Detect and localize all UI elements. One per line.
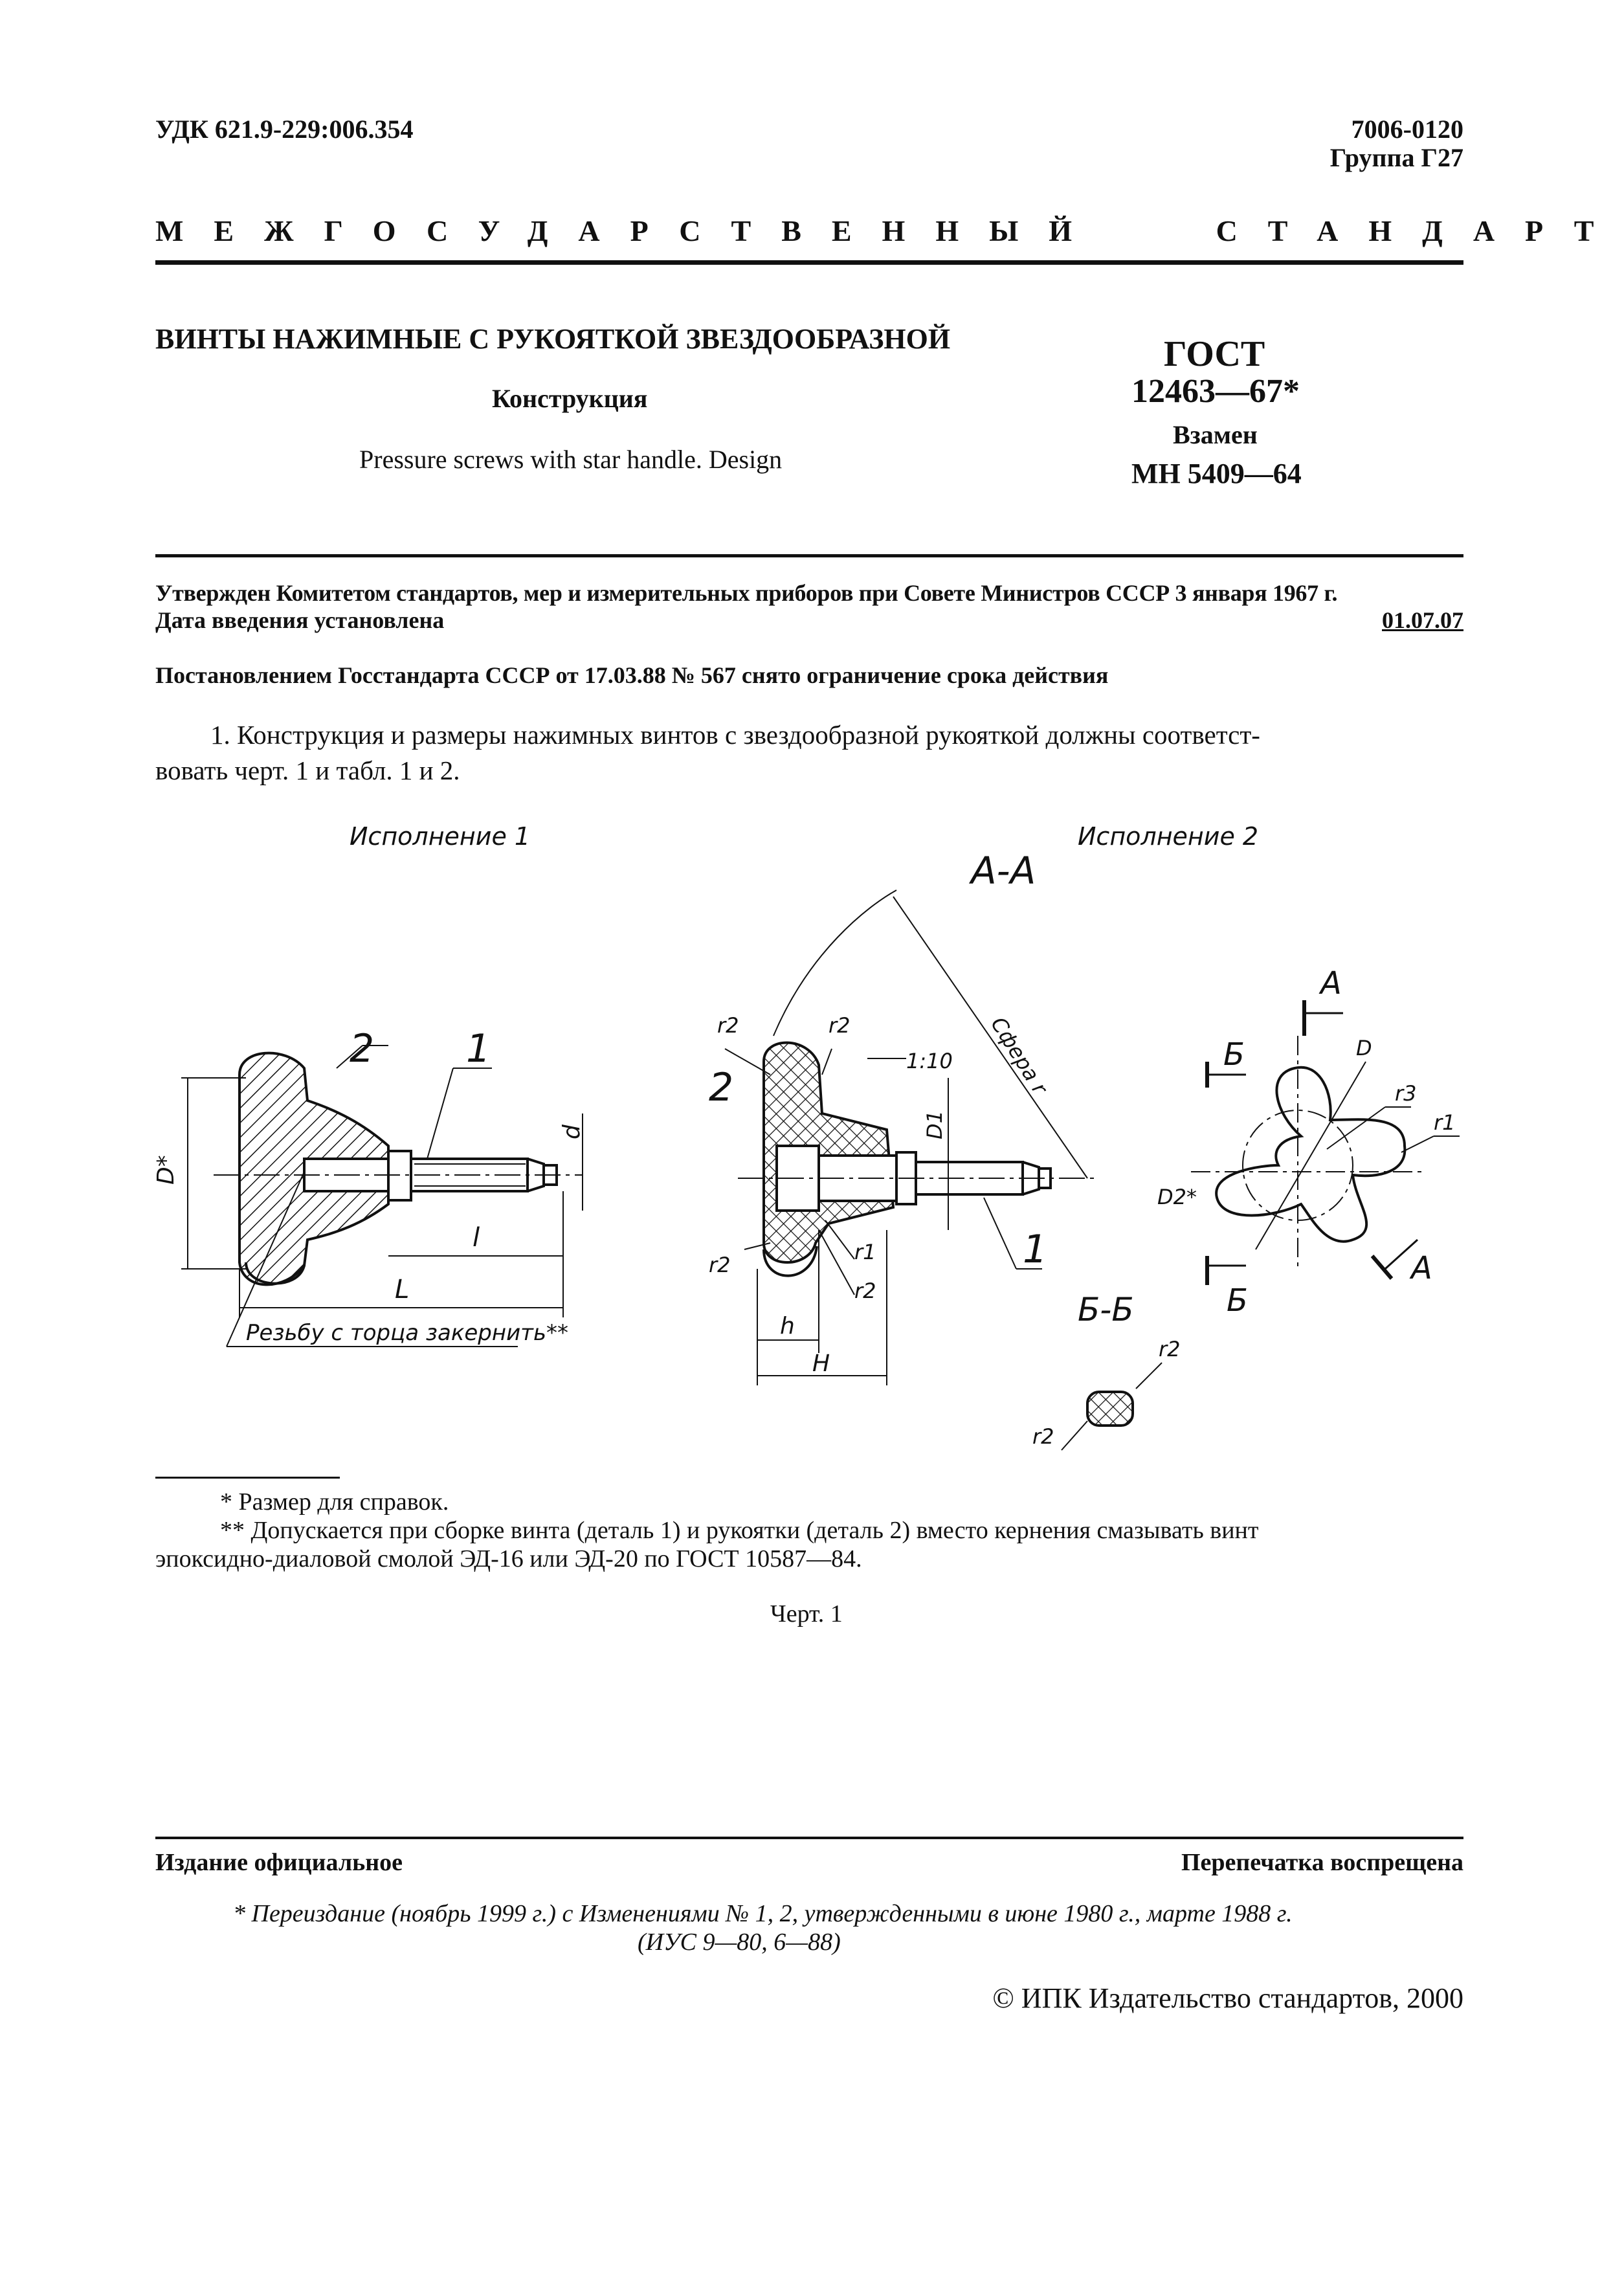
footnote-1: * Размер для справок. (220, 1488, 449, 1516)
dimension-D-star: D* (153, 1155, 179, 1185)
reissue-note-line-1: * Переиздание (ноябрь 1999 г.) с Изменениями № 1, 2, утвержденными в июне 1980 г., марте 1988 г. (233, 1900, 1293, 1927)
variant-2-r2-bottom: r2 (854, 1279, 876, 1303)
official-edition: Издание официальное (155, 1849, 403, 1876)
variant-2-r1: r1 (854, 1240, 876, 1264)
dimension-h: h (780, 1313, 795, 1339)
banner-interstate-standard: МЕЖГОСУДАРСТВЕННЫЙ СТАНДАРТ (155, 214, 1624, 247)
section-AA-label: А-А (971, 849, 1036, 893)
variant-2-r2-bottom-left: r2 (709, 1253, 731, 1277)
section-BB-drawing (1062, 1363, 1162, 1450)
gost-number: 12463—67* (1131, 373, 1300, 410)
section-BB-r2-top: r2 (1159, 1337, 1181, 1361)
udk-code: УДК 621.9-229:006.354 (155, 115, 414, 144)
variant-2-r2-top-left: r2 (717, 1013, 739, 1038)
footnote-rule (155, 1477, 340, 1479)
introduction-date: 01.07.07 (1382, 607, 1463, 633)
banner-rule (155, 260, 1463, 265)
decree-note: Постановлением Госстандарта СССР от 17.03.88 № 567 снято ограничение срока действия (155, 662, 1109, 688)
variant-2-label: Исполнение 2 (1078, 822, 1259, 851)
clause-1-line-1: 1. Конструкция и размеры нажимных винтов с звездообразной рукояткой должны соответст- (210, 720, 1260, 750)
approval-line: Утвержден Комитетом стандартов, мер и измерительных приборов при Совете Министров СССР 3 января 1967 г. (155, 580, 1338, 606)
footer-rule (155, 1837, 1463, 1839)
dimension-l: l (473, 1223, 480, 1253)
english-title: Pressure screws with star handle. Design (359, 445, 783, 474)
standard-code: 7006-0120 (1351, 115, 1463, 144)
document-title: ВИНТЫ НАЖИМНЫЕ С РУКОЯТКОЙ ЗВЕЗДООБРАЗНОЙ (155, 323, 951, 355)
standard-group: Группа Г27 (1329, 143, 1463, 172)
clause-1-line-2: вовать черт. 1 и табл. 1 и 2. (155, 755, 460, 785)
variant-2-r2-top: r2 (829, 1013, 851, 1038)
variant-1-part-1-label: 1 (466, 1026, 491, 1071)
variant-2-part-2-label: 2 (709, 1065, 734, 1110)
star-r3: r3 (1395, 1081, 1417, 1106)
section-BB-label: Б-Б (1078, 1291, 1134, 1328)
dimension-D2: D2* (1157, 1185, 1197, 1209)
footnote-2-line-1: ** Допускается при сборке винта (деталь 1) и рукоятки (деталь 2) вместо кернения смазывать винт (220, 1517, 1259, 1544)
copyright: © ИПК Издательство стандартов, 2000 (992, 1982, 1463, 2014)
footnote-2-line-2: эпоксидно-диаловой смолой ЭД-16 или ЭД-20 по ГОСТ 10587—84. (155, 1545, 862, 1572)
arrow-B-bottom: Б (1227, 1282, 1248, 1319)
variant-1-label: Исполнение 1 (350, 822, 531, 851)
arrow-A-top: А (1320, 965, 1342, 1001)
dimension-D: D (1356, 1036, 1372, 1060)
title-rule (155, 554, 1463, 557)
taper-label: 1:10 (906, 1049, 953, 1073)
dimension-L: L (395, 1275, 410, 1304)
document-subtitle: Конструкция (492, 384, 648, 413)
reissue-note-line-2: (ИУС 9—80, 6—88) (638, 1929, 841, 1956)
introduction-date-label: Дата введения установлена (155, 607, 445, 633)
variant-1-part-2-label: 2 (350, 1026, 375, 1071)
dimension-H: H (812, 1350, 830, 1377)
arrow-A-bottom: А (1411, 1250, 1432, 1286)
star-r1: r1 (1434, 1110, 1456, 1135)
technical-drawing (0, 803, 1605, 1489)
variant-2-drawing (725, 890, 1094, 1385)
reprint-prohibited: Перепечатка воспрещена (1181, 1849, 1463, 1876)
gost-label: ГОСТ (1164, 334, 1265, 374)
figure-caption: Черт. 1 (770, 1600, 843, 1628)
dimension-d: d (559, 1124, 585, 1139)
replaces-label: Взамен (1173, 420, 1258, 449)
dimension-D1: D1 (922, 1110, 947, 1139)
section-BB-r2-bottom: r2 (1032, 1424, 1054, 1449)
sphere-label: Сфера r (986, 1012, 1052, 1099)
arrow-B-top: Б (1223, 1036, 1245, 1073)
punch-note: Резьбу с торца закернить** (246, 1320, 569, 1346)
replaces-standard: МН 5409—64 (1131, 458, 1302, 489)
variant-1-drawing (181, 1046, 583, 1347)
variant-2-part-1-label: 1 (1023, 1227, 1048, 1272)
